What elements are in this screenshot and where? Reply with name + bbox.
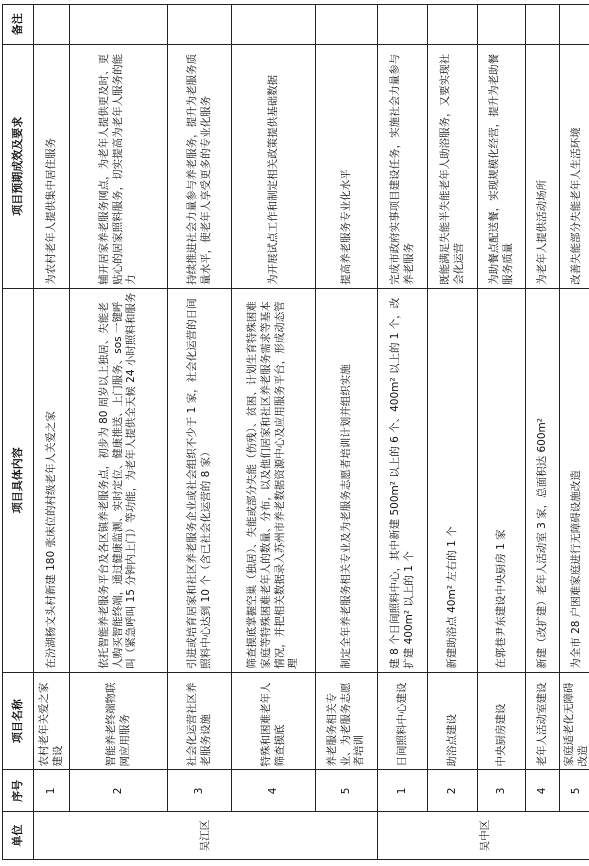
table-row: [560, 5, 589, 860]
content-cell: 新建（改扩建）老年人活动室 3 家，总面积达 600m²: [526, 288, 560, 672]
header-content: 项目具体内容: [3, 288, 34, 672]
table-row: [428, 5, 478, 860]
table-row: [232, 5, 316, 860]
content-cell: 为全市 28 户困难家庭进行无障碍设施改造: [560, 288, 589, 672]
content-cell: 筛查摸底掌握空巢（独居）、失能或部分失能（伤残）、贫困、计划生育特殊困难家庭等特殊困难老年人的数量、分布，以及他们居家和社区养老服务需求等基本情况，并把相关数据录入苏州市养老数据资源中心及应用服务平台，形成动态管理: [232, 288, 316, 672]
name-cell: 特殊和困难老年人筛查摸底: [232, 672, 316, 770]
seq-cell: 5: [560, 770, 589, 812]
note-cell: [232, 5, 316, 45]
table-row: [378, 5, 428, 860]
note-cell: [428, 5, 478, 45]
name-cell: 养老服务相关专业、为老服务志愿者培训: [316, 672, 378, 770]
table-row: [478, 5, 526, 860]
content-cell: 在汾湖杨文头村新建 180 张床位的村级老年人关爱之家: [34, 288, 70, 672]
unit-cell: 吴江区: [34, 812, 378, 860]
goal-cell: 为农村老年人提供集中居住服务: [34, 44, 70, 288]
project-table: [2, 4, 589, 860]
goal-cell: 完成市政府实事项目建设任务，实施社会力量参与养老服务: [378, 44, 428, 288]
content-cell: 制定全年养老服务相关专业及为老服务志愿者培训计划并组织实施: [316, 288, 378, 672]
note-cell: [316, 5, 378, 45]
name-cell: 智能养老终端物联网应用服务: [70, 672, 168, 770]
table-row: [316, 5, 378, 860]
goal-cell: 改善失能部分失能老年人生活环境: [560, 44, 589, 288]
name-cell: 助浴点建设: [428, 672, 478, 770]
content-cell: 依托智能养老服务平台及各区镇养老服务点，初步为 80 周岁以上独居、失能老人购买智能终端，通过健康监测、实时定位、健康推送、上门服务、sos 一键呼叫（紧急呼叫 15 分钟内上门）等功能，为老年人提供全天候 24 小时照料和服务: [70, 288, 168, 672]
seq-cell: 2: [428, 770, 478, 812]
goal-cell: 持续推进社会力量参与养老服务，提升为老服务质量水平，使老年人享受更多的专业化服务: [168, 44, 232, 288]
table-row: [526, 5, 560, 860]
content-cell: 在郭巷尹东建设中央厨房 1 家: [478, 288, 526, 672]
goal-cell: 辅开居家养老服务网点，为老年人提供更及时、更贴心的居家照料服务，切实提高为老年人服务的能力: [70, 44, 168, 288]
header-goal: 项目预期成效及要求: [3, 44, 34, 288]
note-cell: [168, 5, 232, 45]
seq-cell: 4: [526, 770, 560, 812]
seq-cell: 3: [478, 770, 526, 812]
seq-cell: 5: [316, 770, 378, 812]
header-name: 项目名称: [3, 672, 34, 770]
note-cell: [526, 5, 560, 45]
goal-cell: 为开展试点工作和制定相关政策提供基础数据: [232, 44, 316, 288]
table-row: [34, 5, 70, 860]
header-note: 备注: [3, 5, 34, 45]
content-cell: 新建助浴点 40m² 左右的 1 个: [428, 288, 478, 672]
table-header-row: [3, 5, 34, 860]
table-row: [70, 5, 168, 860]
goal-cell: 提高养老服务专业化水平: [316, 44, 378, 288]
seq-cell: 1: [378, 770, 428, 812]
note-cell: [478, 5, 526, 45]
name-cell: 家庭适老化无障碍改造: [560, 672, 589, 770]
header-seq: 序号: [3, 770, 34, 812]
content-cell: 建 8 个日间照料中心，其中新建 500m² 以上的 6 个、400m² 以上的 1 个，改扩建 400m² 以上的 1 个: [378, 288, 428, 672]
name-cell: 老年人活动室建设: [526, 672, 560, 770]
seq-cell: 3: [168, 770, 232, 812]
goal-cell: 为助餐点配送餐，实现规模化经营，提升为老助餐服务质量: [478, 44, 526, 288]
name-cell: 日间照料中心建设: [378, 672, 428, 770]
note-cell: [378, 5, 428, 45]
table-row: [168, 5, 232, 860]
content-cell: 引进或培育居家和社区养老服务企业或社会组织不少于 1 家，社会化运营的日间照料中心达到 10 个（含已社会化运营的 8 家）: [168, 288, 232, 672]
name-cell: 社会化运营社区养老服务设施: [168, 672, 232, 770]
header-unit: 单位: [3, 812, 34, 860]
seq-cell: 1: [34, 770, 70, 812]
note-cell: [34, 5, 70, 45]
seq-cell: 4: [232, 770, 316, 812]
unit-cell: 吴中区: [378, 812, 589, 860]
note-cell: [560, 5, 589, 45]
note-cell: [70, 5, 168, 45]
name-cell: 农村老年关爱之家建设: [34, 672, 70, 770]
goal-cell: 为老年人提供活动场所: [526, 44, 560, 288]
seq-cell: 2: [70, 770, 168, 812]
goal-cell: 既能满足失能半失能老年人助浴服务，又要实现社会化运营: [428, 44, 478, 288]
name-cell: 中央厨房建设: [478, 672, 526, 770]
